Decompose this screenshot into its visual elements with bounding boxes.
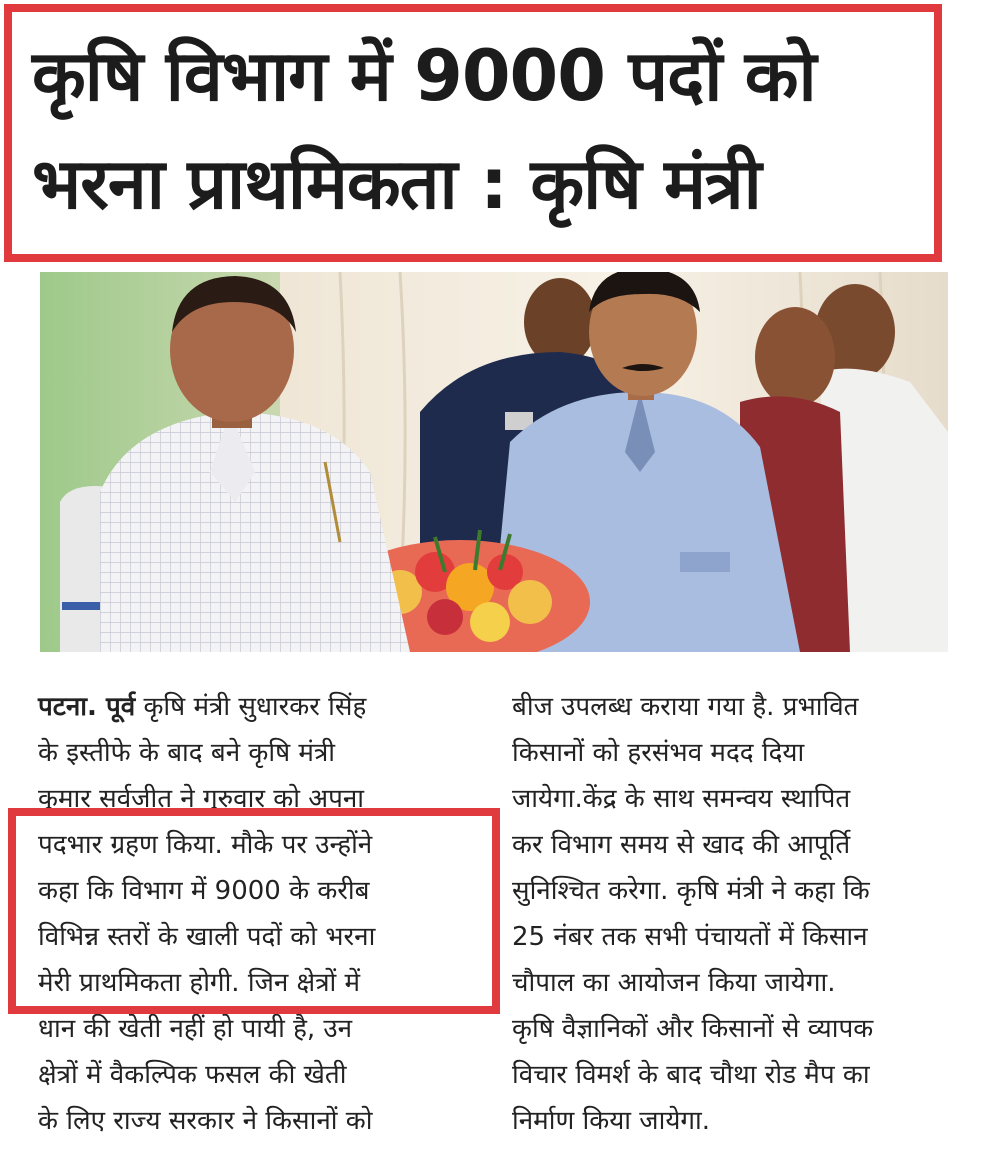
headline — [32, 22, 932, 238]
article-line: जायेगा.केंद्र के साथ समन्वय स्थापित — [512, 784, 851, 814]
article-line: के इस्तीफे के बाद बने कृषि मंत्री — [38, 738, 336, 768]
headline-line-1: कृषि विभाग में 9000 पदों को — [32, 35, 816, 117]
article-paragraph-left — [38, 684, 474, 1144]
article-line: किसानों को हरसंभव मदद दिया — [512, 738, 805, 768]
article-line: सुनिश्चित करेगा. कृषि मंत्री ने कहा कि — [512, 876, 870, 906]
article-line: क्षेत्रों में वैकल्पिक फसल की खेती — [38, 1060, 347, 1090]
article-line: पदभार ग्रहण किया. मौके पर उन्होंने — [38, 830, 373, 860]
article-line: विभिन्न स्तरों के खाली पदों को भरना — [38, 922, 376, 952]
article-line: निर्माण किया जायेगा. — [512, 1106, 711, 1136]
article-line: विचार विमर्श के बाद चौथा रोड मैप का — [512, 1060, 870, 1090]
article-line-text: कृषि मंत्री सुधारकर सिंह — [143, 692, 367, 722]
article-column-left — [38, 684, 474, 1144]
article-line: धान की खेती नहीं हो पायी है, उन — [38, 1014, 353, 1044]
article-line: 25 नंबर तक सभी पंचायतों में किसान — [512, 922, 868, 952]
dateline: पटना. पूर्व — [38, 692, 136, 722]
headline-box — [4, 4, 942, 262]
article-paragraph-right — [512, 684, 948, 1144]
headline-line-2: भरना प्राथमिकता : कृषि मंत्री — [32, 143, 761, 225]
news-photo — [40, 272, 948, 652]
article-column-right — [512, 684, 948, 1144]
article-line: मेरी प्राथमिकता होगी. जिन क्षेत्रों में — [38, 968, 361, 998]
article-line: कुमार सर्वजीत ने गुरुवार को अपना — [38, 784, 365, 814]
article-line: कर विभाग समय से खाद की आपूर्ति — [512, 830, 851, 860]
article-line: कृषि वैज्ञानिकों और किसानों से व्यापक — [512, 1014, 874, 1044]
article-line: कहा कि विभाग में 9000 के करीब — [38, 876, 370, 906]
article-line: बीज उपलब्ध कराया गया है. प्रभावित — [512, 692, 859, 722]
article-line: चौपाल का आयोजन किया जायेगा. — [512, 968, 836, 998]
article-line: के लिए राज्य सरकार ने किसानों को — [38, 1106, 373, 1136]
article-line — [38, 684, 474, 730]
